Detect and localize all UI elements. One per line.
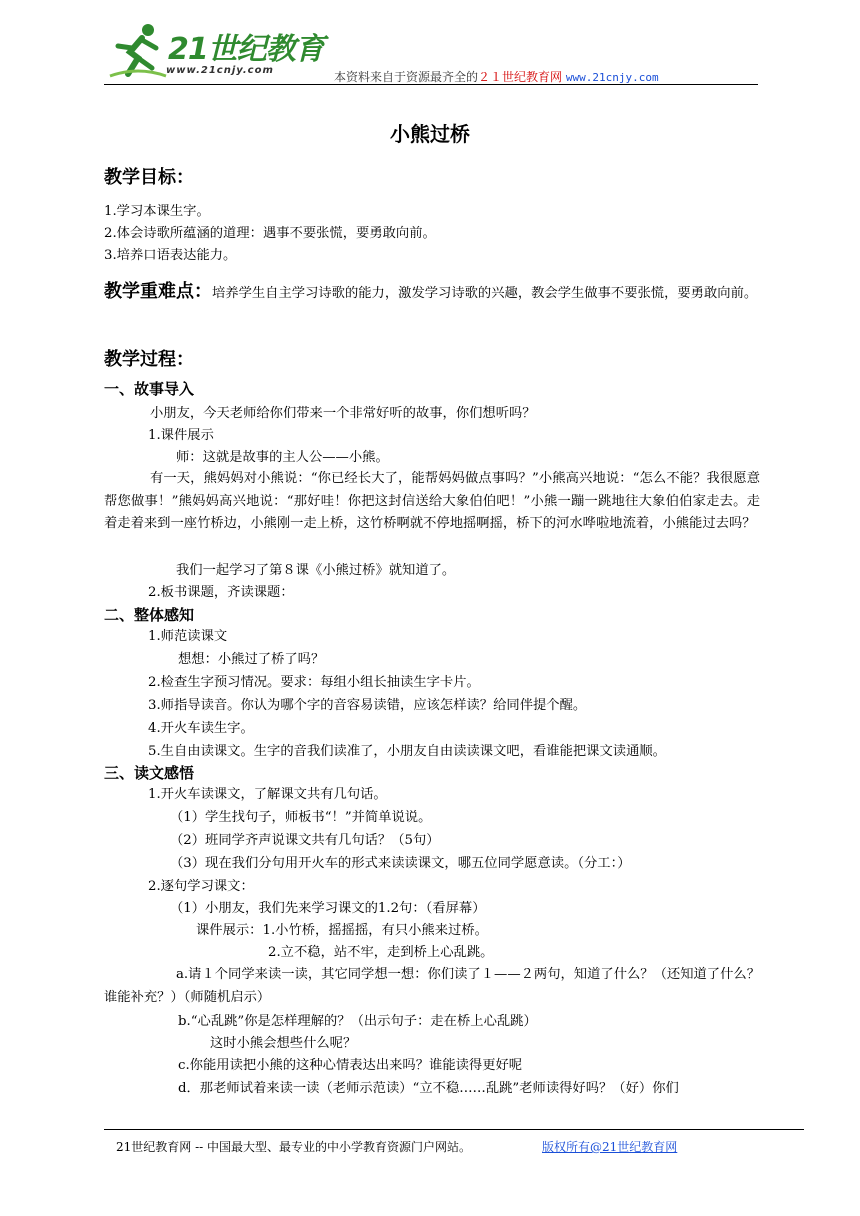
text-line: 2.立不稳，站不牢，走到桥上心乱跳。 — [268, 945, 494, 960]
difficulty-text: 培养学生自主学习诗歌的能力，激发学习诗歌的兴趣，教会学生做事不要张慌，要勇敢向前。 — [212, 286, 758, 301]
part1-heading: 一、故事导入 — [104, 380, 195, 398]
text-line: 2.逐句学习课文： — [148, 879, 254, 894]
text-line: b.“心乱跳”你是怎样理解的？（出示句子：走在桥上心乱跳） — [178, 1014, 537, 1029]
goal-item: 2.体会诗歌所蕴涵的道理：遇事不要张慌，要勇敢向前。 — [104, 226, 436, 241]
story-paragraph: 有一天，熊妈妈对小熊说：“你已经长大了，能帮妈妈做点事吗？”小熊高兴地说：“怎么不能？我很愿意帮您做事！”熊妈妈高兴地说：“那好哇！你把这封信送给大象伯伯吧！”小熊一蹦一跳地往大象伯伯家走去。走着走着来到一座竹桥边，小熊刚一走上桥，这竹桥啊就不停地摇啊摇，桥下的河水哗啦地流着，小熊能过去吗？ — [104, 471, 760, 531]
text-line: 1.课件展示 — [148, 428, 214, 443]
text-line: 2.检查生字预习情况。要求：每组小组长抽读生字卡片。 — [148, 675, 480, 690]
text-line: 3.师指导读音。你认为哪个字的音容易读错，应该怎样读？给同伴提个醒。 — [148, 698, 587, 713]
text-line: （1）学生找句子，师板书“！”并简单说说。 — [170, 810, 432, 825]
footer-divider — [104, 1129, 804, 1130]
text-line: 小朋友，今天老师给你们带来一个非常好听的故事，你们想听吗？ — [150, 406, 536, 421]
text-line: 想想：小熊过了桥了吗？ — [178, 652, 325, 667]
part3-heading: 三、读文感悟 — [104, 764, 195, 782]
logo-text: 21世纪教育 — [168, 32, 324, 67]
header-note-url[interactable]: www.21cnjy.com — [565, 71, 659, 84]
page-header — [0, 0, 860, 90]
difficulty-label: 教学重难点： — [104, 281, 212, 302]
footer-copyright-link[interactable]: 版权所有@21世纪教育网 — [542, 1140, 678, 1154]
difficulty-block — [104, 274, 760, 312]
header-note — [334, 68, 659, 85]
text-line: （1）小朋友，我们先来学习课文的1.2句：（看屏幕） — [170, 901, 486, 916]
runner-logo-icon — [108, 18, 168, 82]
text-line: 1.开火车读课文，了解课文共有几句话。 — [148, 787, 387, 802]
text-line: 4.开火车读生字。 — [148, 721, 254, 736]
text-line: 课件展示：1.小竹桥，摇摇摇，有只小熊来过桥。 — [196, 923, 488, 938]
goal-item: 1.学习本课生字。 — [104, 204, 210, 219]
goals-heading: 教学目标： — [104, 167, 194, 188]
part2-heading: 二、整体感知 — [104, 606, 195, 624]
page-title: 小熊过桥 — [390, 122, 470, 146]
site-logo[interactable] — [108, 18, 324, 82]
goal-item: 3.培养口语表达能力。 — [104, 248, 237, 263]
header-note-prefix: 本资料来自于资源最齐全的 — [334, 70, 479, 84]
step-a-paragraph: a.请１个同学来读一读，其它同学想一想：你们读了１——２两句，知道了什么？（还知道了什么？谁能补充？）（师随机启示） — [104, 967, 760, 1005]
process-heading: 教学过程： — [104, 349, 194, 370]
footer-text: 21世纪教育网 -- 中国最大型、最专业的中小学教育资源门户网站。 — [116, 1140, 472, 1154]
text-line: 师：这就是故事的主人公——小熊。 — [176, 450, 389, 465]
text-line: 我们一起学习了第８课《小熊过桥》就知道了。 — [176, 563, 456, 578]
text-line: d．那老师试着来读一读（老师示范读）“立不稳……乱跳”老师读得好吗？（好）你们 — [178, 1081, 679, 1096]
text-line: c.你能用读把小熊的这种心情表达出来吗？谁能读得更好呢 — [178, 1058, 523, 1073]
text-line: （2）班同学齐声说课文共有几句话？（5句） — [170, 833, 440, 848]
header-divider — [104, 84, 758, 85]
header-note-brand[interactable]: ２１世纪教育网 — [478, 70, 563, 84]
text-line: 5.生自由读课文。生字的音我们读准了，小朋友自由读读课文吧，看谁能把课文读通顺。 — [148, 744, 666, 759]
logo-url: www.21cnjy.com — [166, 65, 274, 76]
text-line: 1.师范读课文 — [148, 629, 228, 644]
text-line: （3）现在我们分句用开火车的形式来读读课文，哪五位同学愿意读。（分工：） — [170, 856, 631, 871]
text-line: 这时小熊会想些什么呢？ — [210, 1036, 357, 1051]
text-line: 2.板书课题，齐读课题： — [148, 585, 294, 600]
